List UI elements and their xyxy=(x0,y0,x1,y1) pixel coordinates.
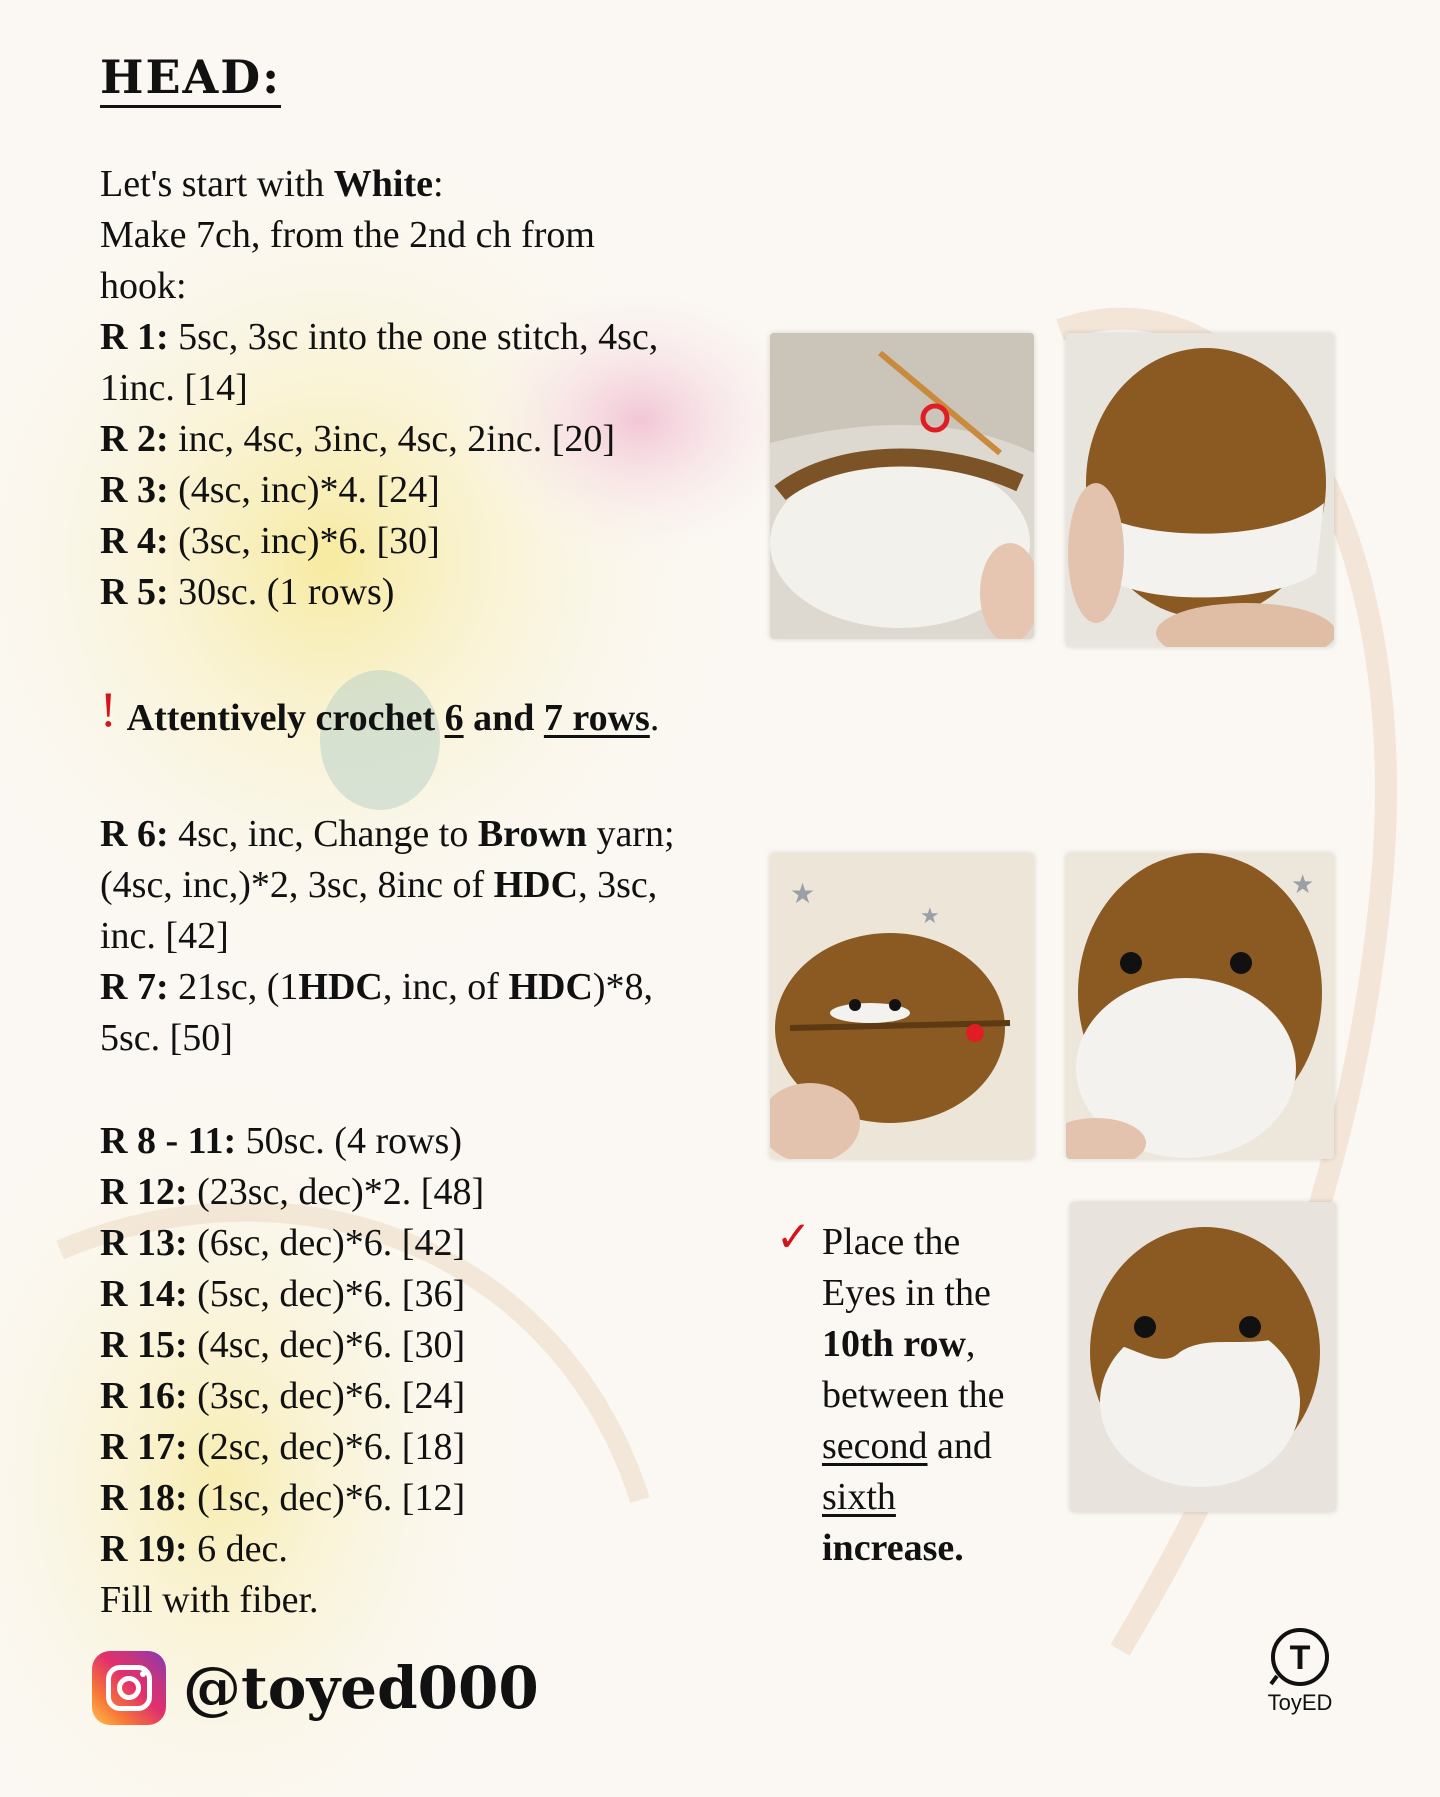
attention-note: ! Attentively crochet 6 and 7 rows. xyxy=(100,681,660,739)
exclamation-icon: ! xyxy=(100,681,117,737)
row-instruction: R 19: 6 dec. xyxy=(100,1528,288,1570)
check-icon: ✓ xyxy=(776,1215,812,1261)
row-instruction: 5sc. [50] xyxy=(100,1017,233,1059)
row-instruction: R 4: (3sc, inc)*6. [30] xyxy=(100,520,440,562)
row-instruction: R 18: (1sc, dec)*6. [12] xyxy=(100,1477,466,1519)
photo-white-start xyxy=(770,333,1034,639)
row-instruction: 1inc. [14] xyxy=(100,367,248,409)
row-instruction: R 8 - 11: 50sc. (4 rows) xyxy=(100,1120,463,1162)
row-instruction: R 16: (3sc, dec)*6. [24] xyxy=(100,1375,466,1417)
instruction-line: hook: xyxy=(100,265,187,307)
row-instruction: (4sc, inc,)*2, 3sc, 8inc of HDC, 3sc, xyxy=(100,864,658,906)
row-instruction: R 15: (4sc, dec)*6. [30] xyxy=(100,1324,466,1366)
instruction-line: Fill with fiber. xyxy=(100,1579,319,1621)
row-instruction: R 6: 4sc, inc, Change to Brown yarn; xyxy=(100,813,675,855)
svg-text:★: ★ xyxy=(790,877,816,910)
logo-text: ToyED xyxy=(1267,1690,1333,1715)
row-instruction: R 2: inc, 4sc, 3inc, 4sc, 2inc. [20] xyxy=(100,418,615,460)
instruction-line: Make 7ch, from the 2nd ch from xyxy=(100,214,595,256)
photo-finished-head xyxy=(1070,1202,1336,1512)
instagram-handle[interactable]: @toyed000 xyxy=(183,1654,539,1722)
svg-text:★: ★ xyxy=(1291,870,1315,900)
svg-text:★: ★ xyxy=(920,904,940,929)
photo-eyes-inside xyxy=(770,853,1034,1159)
eyes-placement-note: Place the Eyes in the 10th row, between the second and sixth increase. xyxy=(822,1221,1005,1569)
page-title: HEAD: xyxy=(100,52,281,108)
row-instruction: R 13: (6sc, dec)*6. [42] xyxy=(100,1222,466,1264)
row-instruction: inc. [42] xyxy=(100,915,229,957)
row-instruction: R 17: (2sc, dec)*6. [18] xyxy=(100,1426,466,1468)
row-instruction: R 1: 5sc, 3sc into the one stitch, 4sc, xyxy=(100,316,659,358)
row-instruction: R 12: (23sc, dec)*2. [48] xyxy=(100,1171,485,1213)
row-instruction: R 7: 21sc, (1HDC, inc, of HDC)*8, xyxy=(100,966,654,1008)
row-instruction: R 3: (4sc, inc)*4. [24] xyxy=(100,469,440,511)
row-instruction: R 14: (5sc, dec)*6. [36] xyxy=(100,1273,466,1315)
color-change-instructions xyxy=(100,809,750,1064)
svg-text:T: T xyxy=(1289,1639,1311,1677)
instruction-line: Let's start with White: xyxy=(100,163,444,205)
instagram-icon[interactable] xyxy=(92,1651,166,1725)
photo-brown-top xyxy=(1066,333,1334,647)
intro-instructions xyxy=(100,159,750,618)
logo-mark-icon xyxy=(1269,1626,1331,1688)
photo-face-front xyxy=(1066,853,1334,1159)
decrease-instructions xyxy=(100,1116,750,1626)
toyed-logo xyxy=(1262,1626,1338,1715)
row-instruction: R 5: 30sc. (1 rows) xyxy=(100,571,395,613)
